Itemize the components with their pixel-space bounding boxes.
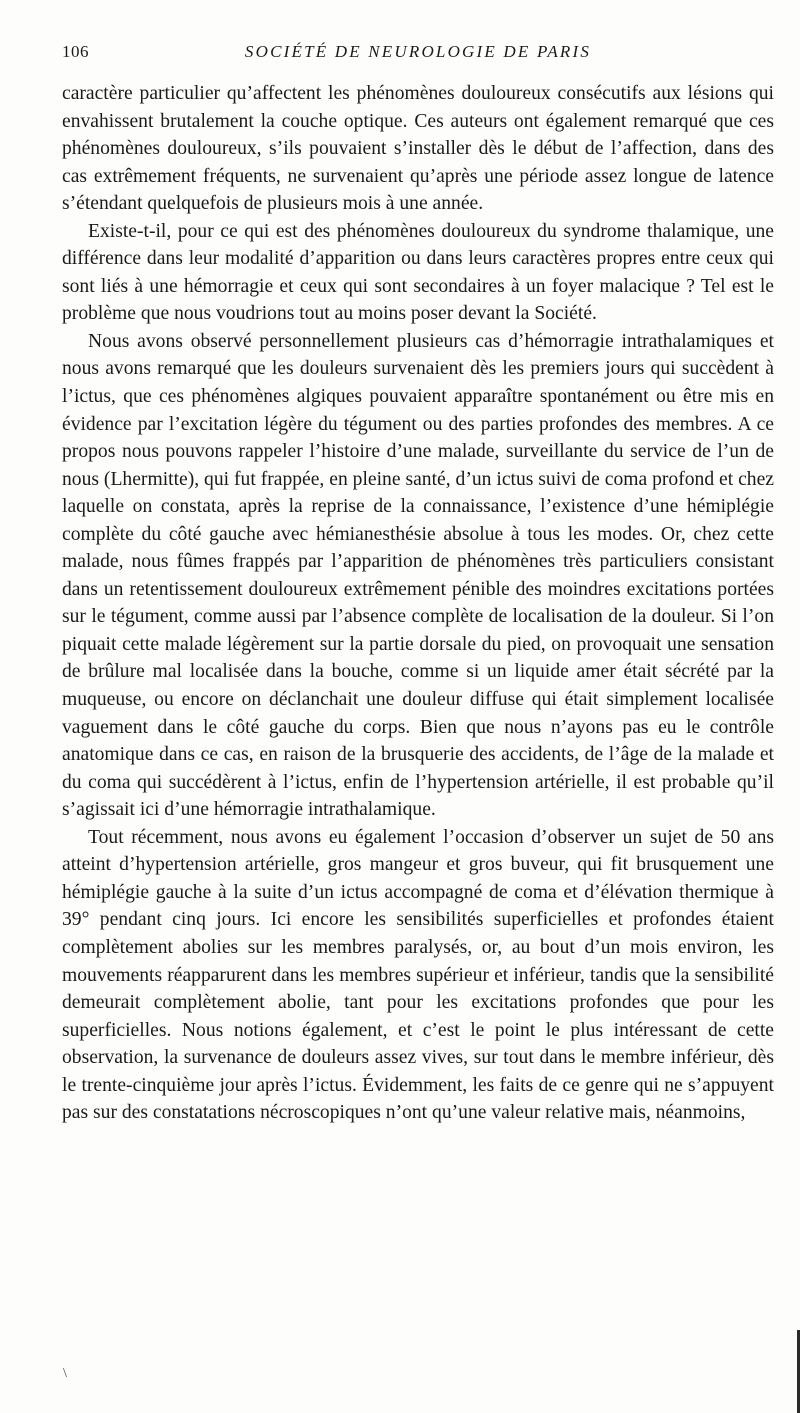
page-number: 106 [62, 42, 89, 61]
running-head [62, 42, 774, 68]
body-text [62, 80, 774, 1127]
journal-title: SOCIÉTÉ DE NEUROLOGIE DE PARIS [244, 42, 592, 61]
stray-ink-mark: \ [63, 1366, 67, 1381]
paragraph-3: Nous avons observé personnellement plusieurs cas d’hémorragie intrathalamiques et nous avons remarqué que les douleurs survenaient dès les premiers jours qui succèdent à l’ictus, que ces phénomènes algiques pouvaient apparaître spontanément ou être mis en évidence par l’excitation légère du tégument ou des parties profondes des membres. A ce propos nous pouvons rappeler l’histoire d’une malade, surveillante du service de l’un de nous (Lhermitte), qui fut frappée, en pleine santé, d’un ictus suivi de coma profond et chez laquelle on constata, après la reprise de la connaissance, l’existence d’une hémiplégie complète du côté gauche avec hémianesthésie absolue à tous les modes. Or, chez cette malade, nous fûmes frappés par l’apparition de phénomènes très particuliers consistant dans un retentissement douloureux extrêmement pénible des moindres excitations portées sur le tégument, comme aussi par l’absence complète de localisation de la douleur. Si l’on piquait cette malade légèrement sur la partie dorsale du pied, on provoquait une sensation de brûlure mal localisée dans la bouche, comme si un liquide amer était sécrété par la muqueuse, ou encore on déclanchait une douleur diffuse qui était simplement localisée vaguement dans le côté gauche du corps. Bien que nous n’ayons pas eu le contrôle anatomique dans ce cas, en raison de la brusquerie des accidents, de l’âge de la malade et du coma qui succédèrent à l’ictus, enfin de l’hypertension artérielle, il est probable qu’il s’agissait ici d’une hémorragie intrathalamique. [62, 330, 774, 821]
paragraph-1: caractère particulier qu’affectent les phénomènes douloureux consécutifs aux lésions qui envahissent brutalement la couche optique. Ces auteurs ont également remarqué que ces phénomènes douloureux, s’ils pouvaient s’installer dès le début de l’affection, dans des cas extrêmement fréquents, ne survenaient qu’après une période assez longue de latence s’étendant quelquefois de plusieurs mois à une année. [62, 83, 774, 215]
paragraph-2: Existe-t-il, pour ce qui est des phénomènes douloureux du syndrome thalamique, une différence dans leur modalité d’apparition ou dans leurs caractères propres entre ceux qui sont liés à une hémorragie et ceux qui sont secondaires à un foyer malacique ? Tel est le problème que nous voudrions tout au moins poser devant la Société. [62, 220, 774, 325]
paragraph-4: Tout récemment, nous avons eu également l’occasion d’observer un sujet de 50 ans atteint d’hypertension artérielle, gros mangeur et gros buveur, qui fit brusquement une hémiplégie gauche à la suite d’un ictus accompagné de coma et d’élévation thermique à 39° pendant cinq jours. Ici encore les sensibilités superficielles et profondes étaient complètement abolies sur les membres paralysés, or, au bout d’un mois environ, les mouvements réapparurent dans les membres supérieur et inférieur, tandis que la sensibilité demeurait complètement abolie, tant pour les excitations profondes que pour les superficielles. Nous notions également, et c’est le point le plus intéressant de cette observation, la survenance de douleurs assez vives, sur tout dans le membre inférieur, dès le trente-cinquième jour après l’ictus. Évidemment, les faits de ce genre qui ne s’appuyent pas sur des constatations nécroscopiques n’ont qu’une valeur relative mais, néanmoins, [62, 826, 774, 1124]
